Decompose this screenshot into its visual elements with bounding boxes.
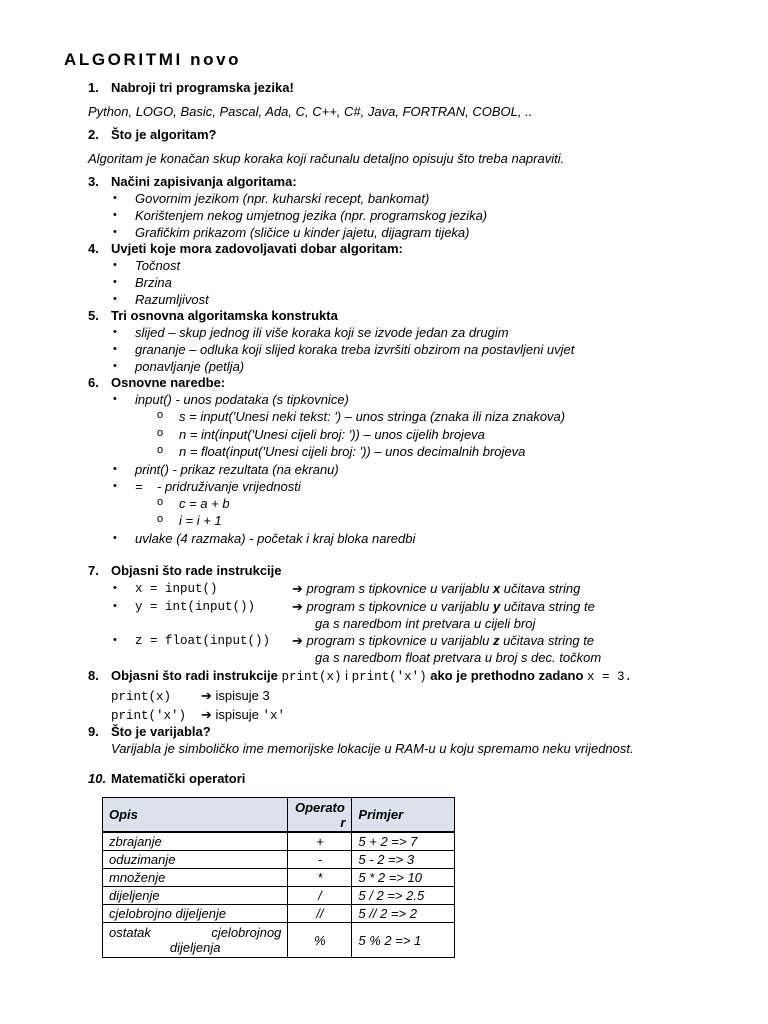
cell-opis-word: cjelobrojnog bbox=[211, 925, 282, 940]
q6-assign-symbol: = bbox=[135, 479, 143, 494]
cell-opis-word: ostatak bbox=[109, 925, 151, 940]
q8-question-text: i bbox=[341, 668, 352, 683]
q7-heading bbox=[88, 563, 282, 579]
q7-explanation bbox=[292, 633, 594, 649]
cell-opis: množenje bbox=[103, 869, 288, 887]
q10-number: 10. bbox=[88, 771, 107, 786]
cell-opis: cjelobrojno dijeljenje bbox=[103, 905, 288, 923]
cell-opis-line1 bbox=[109, 925, 281, 940]
bullet: • bbox=[113, 393, 117, 405]
q7-number: 7. bbox=[88, 563, 99, 578]
q1-answer: Python, LOGO, Basic, Pascal, Ada, C, C++, C#, Java, FORTRAN, COBOL, .. bbox=[88, 104, 533, 119]
bullet: • bbox=[113, 600, 117, 612]
q9-heading bbox=[88, 724, 211, 740]
sub-bullet: o bbox=[157, 496, 164, 508]
cell-opis: oduzimanje bbox=[103, 851, 288, 869]
bullet: • bbox=[113, 480, 117, 492]
q7-variable: z bbox=[492, 633, 500, 648]
q7-code: z = float(input()) bbox=[135, 634, 271, 648]
q6-question: Osnovne naredbe: bbox=[111, 375, 226, 390]
bullet: • bbox=[113, 192, 117, 204]
arrow-icon: ➔ bbox=[292, 633, 303, 648]
q8-heading bbox=[88, 668, 633, 684]
q1-heading bbox=[88, 80, 294, 96]
q7-explanation bbox=[292, 599, 595, 615]
bullet: • bbox=[113, 326, 117, 338]
arrow-icon: ➔ bbox=[201, 688, 212, 703]
q8-result-text: ispisuje bbox=[215, 688, 263, 703]
q6-number: 6. bbox=[88, 375, 99, 390]
cell-opis: zbrajanje bbox=[103, 832, 288, 851]
q9-answer: Varijabla je simboličko ime memorijske lokacije u RAM-u u koju spremamo neku vrijednost. bbox=[111, 741, 634, 756]
q8-code: print('x') bbox=[111, 709, 187, 723]
table-row bbox=[103, 832, 455, 851]
q8-answer-result bbox=[201, 707, 285, 724]
q7-explanation bbox=[292, 581, 580, 597]
sub-bullet: o bbox=[157, 444, 164, 456]
q5-item: grananje – odluka koji slijed koraka treba izvršiti obzirom na postavljeni uvjet bbox=[135, 342, 575, 357]
q6-input-sub: n = int(input('Unesi cijeli broj: ')) – unos cijelih brojeva bbox=[179, 427, 485, 442]
cell-primjer: 5 * 2 => 10 bbox=[352, 869, 455, 887]
sub-bullet: o bbox=[157, 409, 164, 421]
q8-code: x = 3. bbox=[587, 670, 633, 684]
q8-answer-result bbox=[201, 688, 270, 704]
q3-number: 3. bbox=[88, 174, 99, 189]
q7-explanation-text: učitava string te bbox=[499, 633, 595, 648]
q6-heading bbox=[88, 375, 226, 391]
q5-question: Tri osnovna algoritamska konstrukta bbox=[111, 308, 338, 323]
q7-explanation-cont: ga s naredbom int pretvara u cijeli broj bbox=[315, 616, 536, 631]
q8-answer bbox=[111, 707, 186, 724]
q1-question: Nabroji tri programska jezika! bbox=[111, 80, 294, 95]
bullet: • bbox=[113, 276, 117, 288]
bullet: • bbox=[113, 463, 117, 475]
bullet: • bbox=[113, 343, 117, 355]
operators-table bbox=[102, 797, 455, 958]
q7-explanation-text: program s tipkovnice u varijablu bbox=[306, 599, 493, 614]
q6-input: input() - unos podataka (s tipkovnice) bbox=[135, 392, 349, 407]
bullet: • bbox=[113, 360, 117, 372]
sub-bullet: o bbox=[157, 513, 164, 525]
q8-code: print(x) bbox=[111, 690, 172, 704]
q6-indent: uvlake (4 razmaka) - početak i kraj bloka naredbi bbox=[135, 531, 416, 546]
q9-question: Što je varijabla? bbox=[111, 724, 211, 739]
cell-operator: - bbox=[288, 851, 352, 869]
column-header-operator bbox=[288, 798, 352, 833]
cell-operator: / bbox=[288, 887, 352, 905]
cell-opis: dijeljenje bbox=[103, 887, 288, 905]
arrow-icon: ➔ bbox=[292, 599, 303, 614]
q3-item: Korištenjem nekog umjetnog jezika (npr. programskog jezika) bbox=[135, 208, 488, 223]
column-header-primjer: Primjer bbox=[352, 798, 455, 833]
q9-number: 9. bbox=[88, 724, 99, 739]
q4-item: Razumljivost bbox=[135, 292, 209, 307]
arrow-icon: ➔ bbox=[201, 707, 212, 722]
q7-code: y = int(input()) bbox=[135, 600, 256, 614]
q7-variable: x bbox=[492, 581, 501, 596]
column-header-operator-line2: r bbox=[340, 814, 346, 830]
q1-number: 1. bbox=[88, 80, 99, 95]
q7-explanation-text: program s tipkovnice u varijablu bbox=[306, 581, 493, 596]
q3-item: Grafičkim prikazom (sličice u kinder jajetu, dijagram tijeka) bbox=[135, 225, 470, 240]
q4-heading bbox=[88, 241, 403, 257]
q7-variable: y bbox=[492, 599, 501, 614]
q3-question: Načini zapisivanja algoritama: bbox=[111, 174, 297, 189]
cell-primjer: 5 - 2 => 3 bbox=[352, 851, 455, 869]
bullet: • bbox=[113, 293, 117, 305]
q5-number: 5. bbox=[88, 308, 99, 323]
bullet: • bbox=[113, 532, 117, 544]
q4-question: Uvjeti koje mora zadovoljavati dobar algoritam: bbox=[111, 241, 403, 256]
q5-item: ponavljanje (petlja) bbox=[135, 359, 245, 374]
table-row bbox=[103, 923, 455, 958]
cell-operator: % bbox=[288, 923, 352, 958]
q5-heading bbox=[88, 308, 338, 324]
bullet: • bbox=[113, 259, 117, 271]
q5-item: slijed – skup jednog ili više koraka koji se izvode jedan za drugim bbox=[135, 325, 509, 340]
cell-opis-line2: dijeljenja bbox=[169, 940, 221, 955]
q10-question: Matematički operatori bbox=[111, 771, 246, 786]
q4-number: 4. bbox=[88, 241, 99, 256]
q6-assign-sub: i = i + 1 bbox=[179, 513, 222, 528]
bullet: • bbox=[113, 582, 117, 594]
table-row bbox=[103, 887, 455, 905]
q2-heading bbox=[88, 127, 217, 143]
q3-item: Govornim jezikom (npr. kuharski recept, bankomat) bbox=[135, 191, 430, 206]
q8-question-text: ako je prethodno zadano bbox=[426, 668, 588, 683]
q6-assign: - pridruživanje vrijednosti bbox=[157, 479, 301, 494]
q7-explanation-cont: ga s naredbom float pretvara u broj s dec. točkom bbox=[315, 650, 602, 665]
q8-code: print('x') bbox=[351, 670, 427, 684]
q8-number: 8. bbox=[88, 668, 99, 683]
table-row bbox=[103, 905, 455, 923]
q4-item: Točnost bbox=[135, 258, 181, 273]
cell-operator: + bbox=[288, 832, 352, 851]
q6-input-sub: s = input('Unesi neki tekst: ') – unos stringa (znaka ili niza znakova) bbox=[179, 409, 566, 424]
q2-answer: Algoritam je konačan skup koraka koji računalu detaljno opisuju što treba napraviti. bbox=[88, 151, 565, 166]
document-title: ALGORITMI novo bbox=[64, 50, 242, 69]
column-header-opis: Opis bbox=[103, 798, 288, 833]
q8-code: print(x) bbox=[281, 670, 342, 684]
q8-question-text: Objasni što radi instrukcije bbox=[111, 668, 282, 683]
q2-number: 2. bbox=[88, 127, 99, 142]
column-header-operator-line1: Operato bbox=[294, 799, 345, 815]
q8-result-text: ispisuje bbox=[215, 707, 263, 722]
q8-result-value: 'x' bbox=[262, 709, 286, 723]
bullet: • bbox=[113, 209, 117, 221]
q4-item: Brzina bbox=[135, 275, 172, 290]
q8-result-value: 3 bbox=[262, 688, 270, 703]
q7-explanation-text: učitava string bbox=[500, 581, 581, 596]
q7-explanation-text: učitava string te bbox=[500, 599, 595, 614]
cell-opis bbox=[103, 923, 288, 958]
cell-primjer: 5 + 2 => 7 bbox=[352, 832, 455, 851]
q7-question: Objasni što rade instrukcije bbox=[111, 563, 282, 578]
q3-heading bbox=[88, 174, 297, 190]
sub-bullet: o bbox=[157, 427, 164, 439]
q8-question bbox=[111, 668, 632, 685]
bullet: • bbox=[113, 634, 117, 646]
q10-heading bbox=[88, 771, 246, 787]
q7-code: x = input() bbox=[135, 582, 218, 596]
arrow-icon: ➔ bbox=[292, 581, 303, 596]
cell-primjer: 5 % 2 => 1 bbox=[352, 923, 455, 958]
q6-print: print() - prikaz rezultata (na ekranu) bbox=[135, 462, 339, 477]
cell-operator: // bbox=[288, 905, 352, 923]
q7-explanation-text: program s tipkovnice u varijablu bbox=[306, 633, 493, 648]
q2-question: Što je algoritam? bbox=[111, 127, 217, 142]
q6-input-sub: n = float(input('Unesi cijeli broj: ')) – unos decimalnih brojeva bbox=[179, 444, 526, 459]
q6-assign-sub: c = a + b bbox=[179, 496, 230, 511]
bullet: • bbox=[113, 226, 117, 238]
cell-primjer: 5 / 2 => 2.5 bbox=[352, 887, 455, 905]
cell-operator: * bbox=[288, 869, 352, 887]
table-row bbox=[103, 851, 455, 869]
cell-primjer: 5 // 2 => 2 bbox=[352, 905, 455, 923]
q8-answer bbox=[111, 688, 171, 705]
table-row bbox=[103, 869, 455, 887]
table-header-row bbox=[103, 798, 455, 833]
